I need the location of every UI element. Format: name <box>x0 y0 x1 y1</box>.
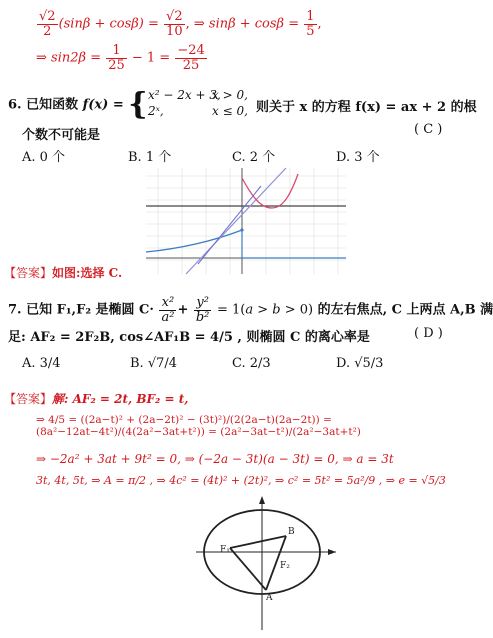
q6-case-2: 2ˣ, <box>148 104 164 118</box>
q7-option-b: B. √7/4 <box>130 356 178 371</box>
q7-solution-4: 3t, 4t, 5t, ⇒ A = π/2 , ⇒ 4c² = (4t)² + (2t)², ⇒ c² = 5t² = 5a²/9 , ⇒ e = √5/3 <box>36 474 446 487</box>
label-f2: F₂ <box>280 561 290 571</box>
q6-option-b: B. 1 个 <box>128 150 172 165</box>
q7-stem-line-2: 足: AF₂ = 2F₂B, cos∠AF₁B = 4/5 , 则椭圆 C 的离心率是 <box>8 330 370 345</box>
intro-line-2: ⇒ sin2β = $\frac{1}{25}$ − 1 = $\frac{-24}{25}$ <box>36 43 205 73</box>
q6-solution: 【答案】如图:选择 C. <box>4 266 123 280</box>
q7-stem-line-1: 7. 已知 F₁,F₂ 是椭圆 C· $\frac{\text{x²}}{\text{a²}}$ + $\frac{\text{y²}}{\text{b²}}$ = 1(a > b > 0) 的左右焦点, C 上两点 A,B 满 <box>8 295 493 325</box>
q6-cond-2: x ≤ 0, <box>212 104 248 118</box>
q7-answer: ( D ) <box>414 326 443 341</box>
q6-option-c: C. 2 个 <box>232 150 276 165</box>
q7-solution-1: 【答案】解: AF₂ = 2t, BF₂ = t, <box>4 392 189 406</box>
q7-option-c: C. 2/3 <box>232 356 271 371</box>
q7-option-d: D. √5/3 <box>336 356 384 371</box>
q7-option-a: A. 3/4 <box>22 356 61 371</box>
q6-case-1: x² − 2x + 3, <box>148 88 221 102</box>
q6-function-graph <box>146 168 346 274</box>
q7-solution-3: ⇒ −2a² + 3at + 9t² = 0, ⇒ (−2a − 3t)(a − 3t) = 0, ⇒ a = 3t <box>36 452 394 466</box>
label-b: B <box>288 527 295 537</box>
q6-stem-line-2: 个数不可能是 <box>22 128 101 143</box>
q6-cond-1: x > 0, <box>212 88 248 102</box>
q6-option-a: A. 0 个 <box>22 150 66 165</box>
label-f1: F₁ <box>220 545 230 555</box>
q7-ellipse-diagram <box>196 496 344 630</box>
q6-answer: ( C ) <box>414 122 443 137</box>
intro-line-1: $\frac{√2}{2}$ (sinβ + cosβ) = $\frac{√2}{10}$ , ⇒ sinβ + cosβ = $\frac{1}{5}$ , <box>39 9 322 39</box>
label-a: A <box>266 593 273 603</box>
q6-option-d: D. 3 个 <box>336 150 380 165</box>
q6-stem-line-1: 6. 已知函数 f(x) = { <box>8 87 148 122</box>
q6-stem-line-1b: 则关于 x 的方程 f(x) = ax + 2 的根 <box>256 100 477 115</box>
q7-solution-2: ⇒ 4/5 = ((2a−t)² + (2a−2t)² − (3t)²)/(2(2a−t)(2a−2t)) = (8a²−12at−4t²)/(4(2a²−3at+t²)) = (2a²−3at−t²)/(2a²−3at+t²) <box>36 414 361 438</box>
